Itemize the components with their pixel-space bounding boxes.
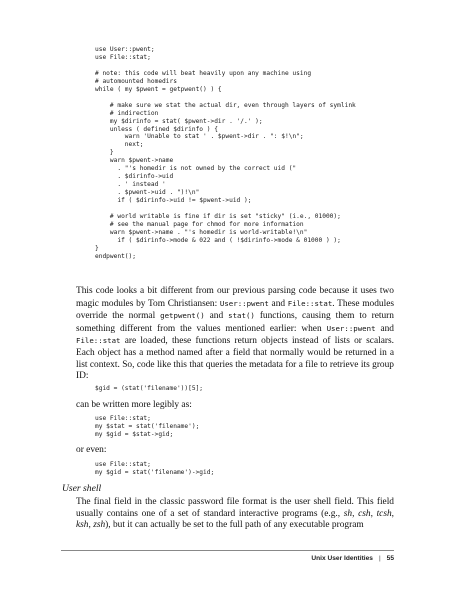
code-block-stat-list: $gid = (stat('filename'))[5]; — [95, 385, 204, 392]
text-run: are loaded, these functions return objects instead of lists or scalars. Each object has a method named after a field that normally would be returned in a list context. So, code like this that queries the metadata for a file to retrieve its group ID: — [76, 336, 394, 382]
inline-code: File::stat — [76, 336, 121, 346]
shell-name: sh — [343, 508, 353, 519]
inline-code: stat() — [228, 311, 255, 321]
footer-rule — [61, 550, 394, 551]
text-run: , — [88, 520, 94, 531]
page-footer — [311, 555, 394, 562]
inline-code: File::stat — [287, 298, 333, 308]
footer-chapter-title: Unix User Identities — [311, 555, 373, 562]
text-run: The final field in the classic password file format is the user shell field. This field usually contains one of a set of standard interactive programs (e.g., — [76, 497, 394, 519]
text-run: and — [375, 323, 394, 334]
inline-code: getpwent() — [160, 311, 205, 321]
shell-name: zsh — [93, 520, 106, 531]
page-number: 55 — [386, 555, 394, 562]
inline-code: User::pwent — [326, 323, 376, 333]
text-run: . These modules override the normal — [76, 298, 394, 322]
shell-name: csh — [358, 508, 371, 519]
shell-name: ksh — [76, 520, 89, 531]
body-paragraph-user-shell — [76, 497, 394, 532]
text-run: and — [268, 298, 288, 309]
footer-separator: | — [378, 555, 381, 562]
body-paragraph-or-even: or even: — [76, 445, 107, 455]
text-run: , — [352, 508, 359, 519]
text-run: , — [391, 508, 395, 519]
section-heading-user-shell: User shell — [62, 483, 102, 494]
text-run: functions, causing them to return something different from the values mentioned earlier: when — [76, 311, 394, 334]
text-run: , — [370, 508, 377, 519]
body-paragraph-legibly: can be written more legibly as: — [76, 400, 192, 410]
inline-code: User::pwent — [219, 298, 269, 308]
shell-name: tcsh — [376, 508, 392, 519]
text-run: This code looks a bit different from our previous parsing code because it uses two magic modules by Tom Christiansen: — [76, 286, 394, 309]
code-block-stat-chained: use File::stat; my $gid = stat('filename')->gid; — [95, 461, 215, 476]
text-run: and — [204, 311, 229, 322]
code-block-stat-object: use File::stat; my $stat = stat('filename'); my $gid = $stat->gid; — [95, 415, 200, 438]
code-block-getpwent-loop: use User::pwent; use File::stat; # note: this code will beat heavily upon any machine using # automounted homedirs while ( my $pwent = getpwent() ) { # make sure we stat the actual dir, even through layers of symlink # indirection my $dirinfo = stat( $pwent->dir . '/.' ); unless ( defined $dirinfo ) { warn 'Unable to stat ' . $pwent->dir . ": $!\n"; next; } warn $pwent->name . "'s homedir is not owned by the correct uid (" . $dirinfo->uid . ' instead ' . $pwent->uid . ")!\n" if ( $dirinfo->uid != $pwent->uid ); # world writable is fine if dir is set "sticky" (i.e., 01000); # see the manual page for chmod for more information warn $pwent->name . "'s homedir is world-writable!\n" if ( $dirinfo->mode & 022 and ( !$dirinfo->mode & 01000 ) ); } endpwent(); — [95, 46, 356, 260]
text-run: ), but it can actually be set to the full path of any executable program — [105, 520, 364, 531]
body-paragraph-magic-modules — [76, 286, 394, 383]
